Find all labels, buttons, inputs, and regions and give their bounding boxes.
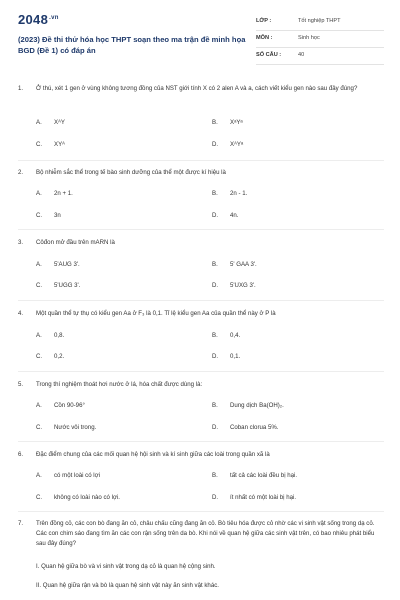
site-logo[interactable]: $2048^{.vn}$ — [18, 12, 59, 27]
meta-class: LỚP : Tốt nghiệp THPT — [256, 14, 384, 31]
divider — [18, 229, 384, 230]
meta-subject: MÔN : Sinh học — [256, 31, 384, 48]
question-stem: Côđon mở đầu trên mARN là — [36, 239, 115, 246]
question-stem: Đặc điểm chung của các mối quan hệ hội sinh và kí sinh giữa các loài trong quần xã là — [36, 451, 270, 458]
divider — [18, 441, 384, 442]
question-stem: Bộ nhiễm sắc thể trong tế bào sinh dưỡng của thể một được kí hiệu là — [36, 169, 226, 176]
divider — [18, 300, 384, 301]
question-stem: Một quần thể tự thụ có kiểu gen Aa ở F₃ là 0,1. Tỉ lệ kiểu gen Aa của quần thể này ở P là — [36, 310, 276, 317]
exam-meta — [256, 14, 384, 65]
divider — [18, 511, 384, 512]
divider — [18, 371, 384, 372]
question-stem: Ở thú, xét 1 gen ở vùng không tương đồng của NST giới tính X có 2 alen A và a, cách viết kiểu gen nào sau đây đúng? — [36, 85, 358, 92]
question-stem: Trên đồng cỏ, các con bò đang ăn cỏ, châu chấu cũng đang ăn cỏ. Bò tiêu hóa được cỏ nhờ các vi sinh vật sống trong dạ cỏ. Các con chim sáo đang tìm ăn các con rận sống trên da bò. Khi nói về quan hệ giữa các sinh vật trên, có bao nhiêu phát biểu sau đây đúng? — [36, 520, 375, 547]
statement-1: I. Quan hệ giữa bò và vi sinh vật trong dạ cỏ là quan hệ cộng sinh. — [36, 563, 216, 570]
divider — [18, 160, 384, 161]
meta-question-count: SỐ CÂU : 40 — [256, 48, 384, 65]
question-stem: Trong thí nghiệm thoát hơi nước ở lá, hóa chất được dùng là: — [36, 381, 203, 388]
statement-2: II. Quan hệ giữa rận và bò là quan hệ sinh vật này ăn sinh vật khác. — [36, 582, 219, 589]
exam-page: $2048^{.vn}$ (2023) Đề thi thử hóa học THPT soạn theo ma trận đề minh họa BGD (Đề 1) có đáp án LỚP : Tốt nghiệp THPT MÔN : Sinh học SỐ CÂU : 40 1. Ở thú, xét 1 gen ở vùng không tương đồng của NST giới tính X có 2 alen A và a, cách viết kiểu gen nào sau đây đúng? A. XᴬY B. XᵃYᵃ C. XYᴬ D. XᴬYᵃ 2. Bộ nhiễm sắc thể trong tế bào sinh dưỡng của thể một được kí hiệu là A. 2n + 1. B. 2n - 1. C. 3n D. 4n. 3. Côđon mở đầu trên mARN là A. 5'AUG 3'. B. 5' GAA 3'. C. 5'UGG 3'. D. 5'UXG 3'. 4. Một quần thể tự thụ có kiểu gen Aa ở F₃ là 0,1. Tỉ lệ kiểu gen Aa của quần thể này ở P là A. 0,8. B. 0,4. C. 0,2. D. 0,1. 5. Trong thí nghiệm thoát hơi nước ở lá, hóa chất được dùng là: A. Cồn 90-96° B. Dung dịch Ba(OH)₂. C. Nước vôi trong. D. Coban clorua 5%. 6. Đặc điểm chung của các mối quan hệ hội sinh và kí sinh giữa các loài trong quần xã là A. có một loài có lợi B. tất cả các loài đều bị hại. C. không có loài nào có lợi. D. ít nhất có một loài bị hại. 7. Trên đồng cỏ, các con bò đang ăn cỏ, châu chấu cũng đang ăn cỏ. Bò tiêu hóa được cỏ nhờ các vi sinh vật sống trong dạ cỏ. Các con chim sáo đang tìm ăn các con rận sống trên da bò. Khi nói về quan hệ giữa các sinh vật trên, có bao nhiêu phát biểu sau đây đúng? I. Quan hệ giữa bò và vi sinh vật trong dạ cỏ là quan hệ cộng sinh. II. Quan hệ giữa rận và bò là quan hệ sinh vật này ăn sinh vật khác. — [0, 0, 400, 600]
header — [18, 12, 384, 68]
exam-title: (2023) Đề thi thử hóa học THPT soạn theo ma trận đề minh họa BGD (Đề 1) có đáp án — [18, 35, 246, 55]
